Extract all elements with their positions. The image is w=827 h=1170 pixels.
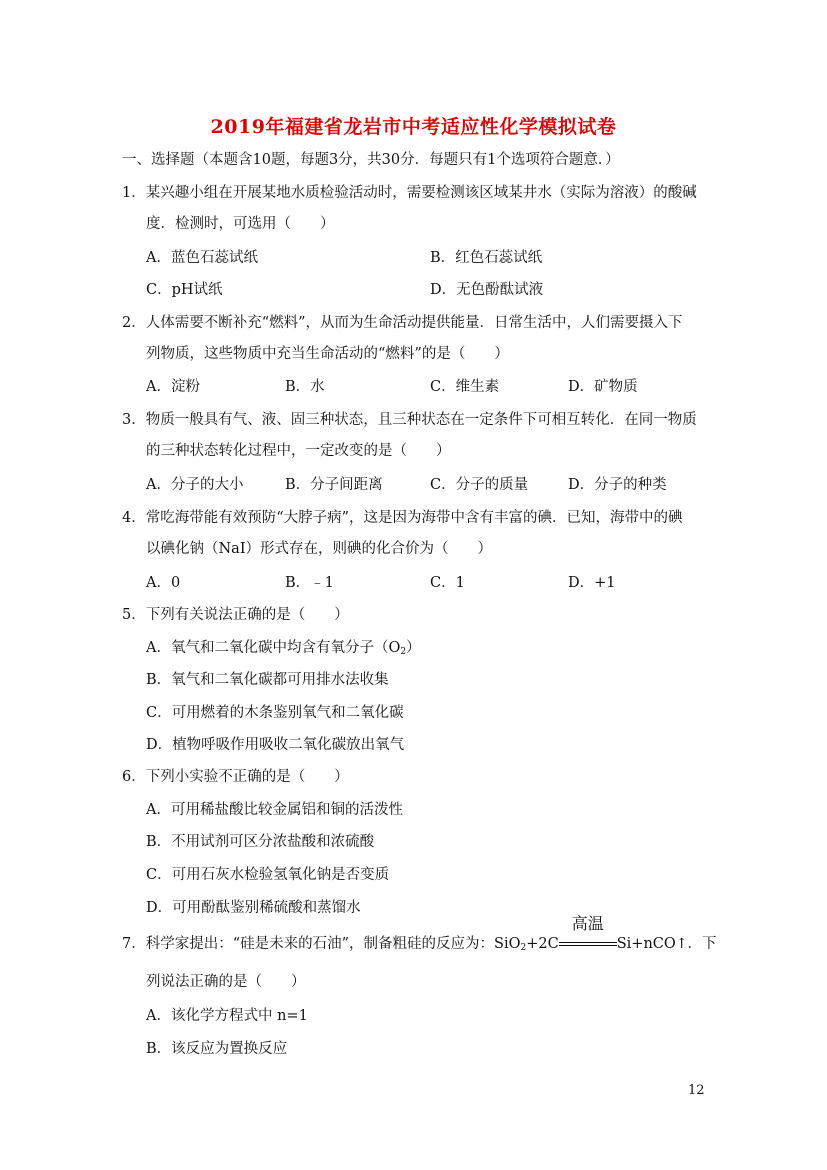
question-1-option-a: A．蓝色石蕊试纸 (146, 250, 258, 266)
question-7-reactant: +2C (526, 936, 559, 952)
equals-bar-bottom (559, 945, 617, 946)
question-7-line-end: ．下 (687, 936, 717, 952)
question-3-option-b: B．分子间距离 (285, 477, 383, 493)
question-7-option-a: A．该化学方程式中 n=1 (146, 1008, 308, 1024)
question-3-option-a: A．分子的大小 (146, 477, 244, 493)
oxygen-subscript: 2 (400, 647, 407, 657)
gas-arrow-icon: ↑ (675, 936, 688, 952)
question-2-option-d: D．矿物质 (568, 379, 638, 395)
question-7-option-b: B．该反应为置换反应 (146, 1041, 288, 1057)
question-1-line-1: 1．某兴趣小组在开展某地水质检验活动时，需要检测该区域某井水（实际为溶液）的酸碱 (122, 185, 697, 201)
question-1-line-2: 度．检测时，可选用（ ） (146, 216, 335, 232)
page-number: 12 (688, 1083, 705, 1098)
question-5-line-1: 5．下列有关说法正确的是（ ） (122, 607, 349, 623)
question-4-option-a: A．0 (146, 575, 181, 591)
question-3-option-d: D．分子的种类 (568, 477, 667, 493)
question-5-option-a-end: ） (406, 640, 421, 656)
question-5-option-d: D．植物呼吸作用吸收二氧化碳放出氧气 (146, 737, 405, 753)
section-heading: 一、选择题（本题含10题，每题3分，共30分．每题只有1个选项符合题意．） (122, 152, 620, 168)
question-2-line-2: 列物质，这些物质中充当生命活动的“燃料”的是（ ） (146, 346, 509, 362)
question-4-line-1: 4．常吃海带能有效预防“大脖子病”，这是因为海带中含有丰富的碘．已知，海带中的碘 (122, 510, 683, 526)
question-7-text: 7．科学家提出：“硅是未来的石油”，制备粗硅的反应为：SiO (122, 936, 521, 952)
question-2-line-1: 2．人体需要不断补充“燃料”，从而为生命活动提供能量．日常生活中，人们需要摄入下 (122, 315, 683, 331)
question-7-product: Si+nCO (616, 936, 676, 952)
question-6-line-1: 6．下列小实验不正确的是（ ） (122, 769, 349, 785)
question-3-line-1: 3．物质一般具有气、液、固三种状态，且三种状态在一定条件下可相互转化．在同一物质 (122, 412, 697, 428)
reaction-condition (559, 914, 617, 954)
question-1-option-b: B．红色石蕊试纸 (430, 250, 543, 266)
question-6-option-d: D．可用酚酞鉴别稀硫酸和蒸馏水 (146, 900, 361, 916)
question-4-line-2: 以碘化钠（NaI）形式存在，则碘的化合价为（ ） (146, 541, 493, 557)
question-7-line-2: 列说法正确的是（ ） (146, 974, 306, 990)
question-2-option-c: C．维生素 (430, 379, 500, 395)
question-7-line-1 (122, 914, 717, 958)
question-4-option-d: D．+1 (568, 575, 616, 591)
question-2-option-a: A．淀粉 (146, 379, 200, 395)
question-5-option-a (146, 638, 421, 662)
question-3-line-2: 的三种状态转化过程中，一定改变的是（ ） (146, 443, 451, 459)
question-1-option-d: D．无色酚酞试液 (430, 282, 544, 298)
question-3-option-c: C．分子的质量 (430, 477, 529, 493)
question-1-option-c: C．pH试纸 (146, 282, 223, 298)
reaction-condition-label: 高温 (571, 914, 604, 933)
equals-bar-top (559, 942, 617, 943)
sio2-subscript: 2 (520, 943, 527, 953)
question-5-option-a-text: A．氧气和二氧化碳中均含有氧分子（O (146, 640, 401, 656)
question-6-option-b: B．不用试剂可区分浓盐酸和浓硫酸 (146, 834, 375, 850)
page-title: 2019年福建省龙岩市中考适应性化学模拟试卷 (210, 116, 617, 138)
question-5-option-c: C．可用燃着的木条鉴别氧气和二氧化碳 (146, 705, 404, 721)
question-6-option-c: C．可用石灰水检验氢氧化钠是否变质 (146, 867, 390, 883)
question-2-option-b: B．水 (285, 379, 325, 395)
question-4-option-c: C．1 (430, 575, 465, 591)
question-6-option-a: A．可用稀盐酸比较金属铝和铜的活泼性 (146, 802, 403, 818)
question-4-option-b: B．﹣1 (285, 575, 334, 591)
question-5-option-b: B．氧气和二氧化碳都可用排水法收集 (146, 672, 389, 688)
